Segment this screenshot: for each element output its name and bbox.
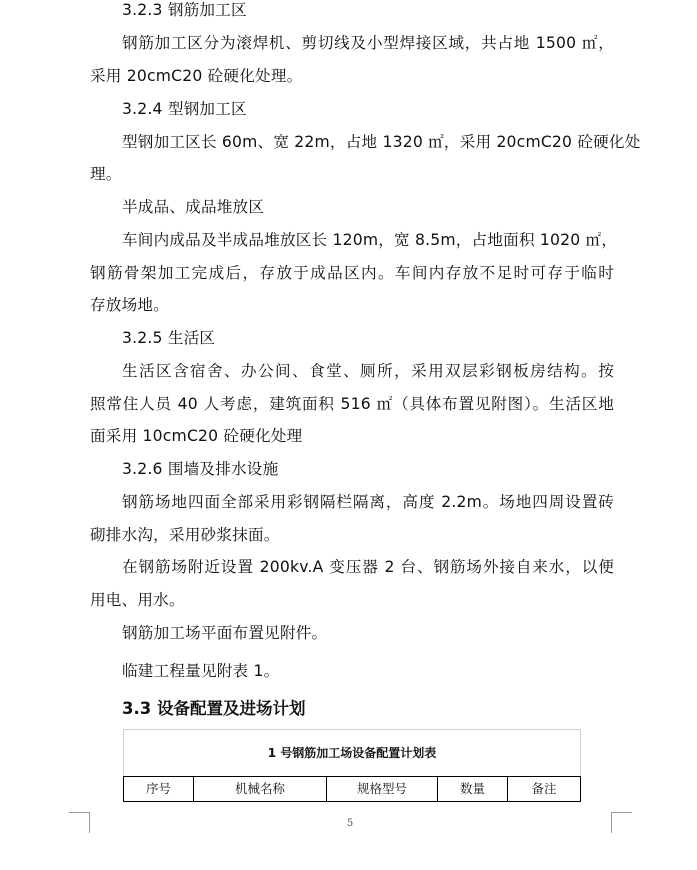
header-cell-index: 序号 — [124, 777, 194, 802]
header-cell-remarks: 备注 — [508, 777, 581, 802]
paragraph-line: 钢筋加工场平面布置见附件。 — [122, 624, 328, 642]
header-cell-model: 规格型号 — [327, 777, 438, 802]
header-cell-machine-name: 机械名称 — [194, 777, 327, 802]
table-title: 1 号钢筋加工场设备配置计划表 — [267, 746, 437, 760]
header-cell-quantity: 数量 — [438, 777, 508, 802]
heading-3-2-5: 3.2.5 生活区 — [122, 329, 216, 347]
paragraph-line: 采用 20cmC20 砼硬化处理。 — [90, 67, 303, 85]
paragraph-line: 照常住人员 40 人考虑，建筑面积 516 ㎡（具体布置见附图）。生活区地 — [90, 395, 614, 413]
page-corner-mark-left — [69, 812, 90, 833]
paragraph-line: 在钢筋场附近设置 200kv.A 变压器 2 台、钢筋场外接自来水，以便 — [122, 558, 614, 576]
paragraph-line: 临建工程量见附表 1。 — [122, 662, 280, 680]
heading-3-2-4: 3.2.4 型钢加工区 — [122, 100, 247, 118]
paragraph-line: 用电、用水。 — [90, 591, 185, 609]
paragraph-line: 钢筋加工区分为滚焊机、剪切线及小型焊接区域，共占地 1500 ㎡， — [122, 34, 614, 52]
heading-3-2-6: 3.2.6 围墙及排水设施 — [122, 460, 279, 478]
subheading-storage-area: 半成品、成品堆放区 — [122, 198, 265, 216]
paragraph-line: 钢筋场地四面全部采用彩钢隔栏隔离，高度 2.2m。场地四周设置砖 — [122, 493, 614, 511]
paragraph-line: 面采用 10cmC20 砼硬化处理 — [90, 427, 303, 445]
table-header-row — [124, 777, 581, 802]
paragraph-line: 车间内成品及半成品堆放区长 120m，宽 8.5m，占地面积 1020 ㎡， — [122, 231, 618, 249]
paragraph-line: 型钢加工区长 60m、宽 22m，占地 1320 ㎡，采用 20cmC20 砼硬化处 — [122, 133, 641, 151]
paragraph-line: 钢筋骨架加工完成后，存放于成品区内。车间内存放不足时可存于临时 — [90, 264, 614, 282]
paragraph-line: 存放场地。 — [90, 296, 169, 314]
heading-3-2-3: 3.2.3 钢筋加工区 — [122, 1, 247, 19]
paragraph-line: 砌排水沟，采用砂浆抹面。 — [90, 526, 280, 544]
paragraph-line: 生活区含宿舍、办公间、食堂、厕所，采用双层彩钢板房结构。按 — [122, 362, 614, 380]
section-heading-3-3: 3.3 设备配置及进场计划 — [122, 699, 306, 718]
paragraph-line: 理。 — [90, 165, 122, 183]
equipment-table — [123, 776, 581, 802]
page-corner-mark-right — [611, 812, 632, 833]
page-number: 5 — [346, 818, 354, 829]
